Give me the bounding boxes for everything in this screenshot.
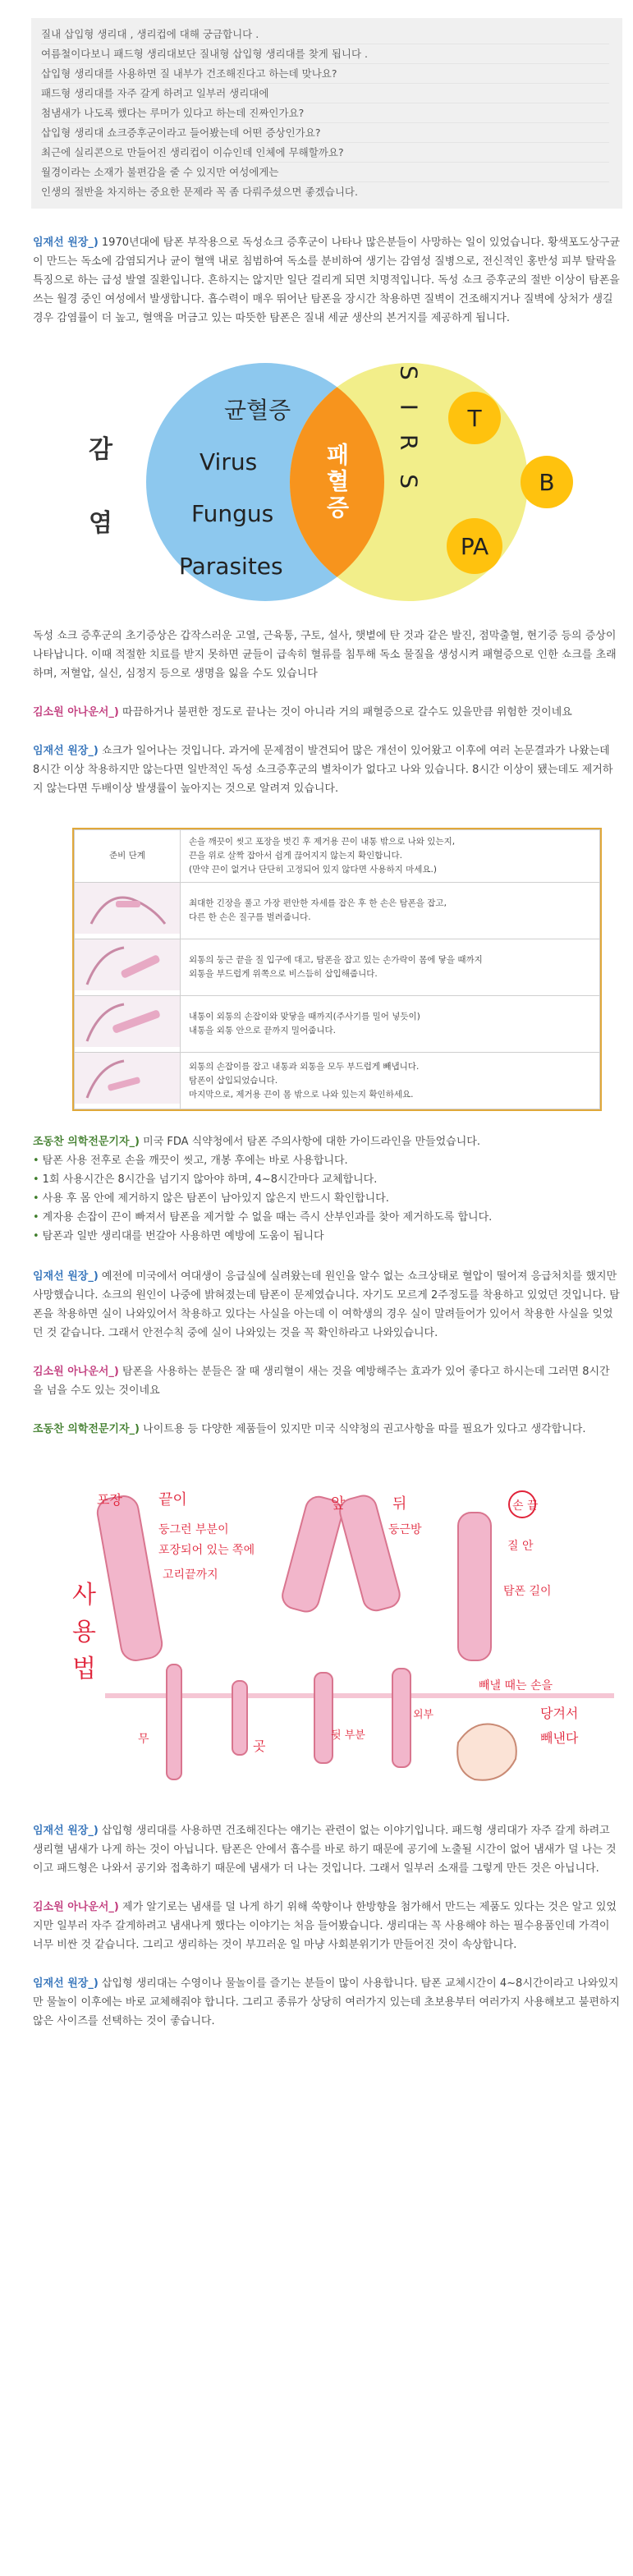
answer-text: 미국 FDA 식약청에서 탐폰 주의사항에 대한 가이드라인을 만들었습니다. [143,1136,480,1148]
question-line: 삽입형 생리대를 사용하면 질 내부가 건조해진다고 하는데 맞나요? [41,64,609,84]
svg-text:고리끝까지: 고리끝까지 [163,1568,218,1582]
symptom-text: 독성 쇼크 증후군의 초기증상은 갑작스러운 고열, 근육통, 구토, 설사, 햇볕에 탄 것과 같은 발진, 점막출혈, 현기증 등의 증상이 나타납니다. 이때 적절한 치료를 받지 못하면 균들이 급속히 혈류를 침투해 독소 물질을 생성시켜 패혈증으로 인한 쇼크를 초래하며, 저혈압, 실신, 심정지 등으로 생명을 잃을 수도 있습니다 [33,630,617,680]
question-line: 질내 삽입형 생리대 , 생리컵에 대해 궁금합니다 . [41,25,609,44]
svg-text:뒷 부분: 뒷 부분 [331,1729,365,1742]
list-item: • 탐폰과 일반 생리대를 번갈아 사용하면 예방에 도움이 됩니다 [33,1230,324,1242]
answer-text: 삽입형 생리대는 수영이나 물놀이를 즐기는 분들이 많이 사용합니다. 탐폰 교체시간이 4~8시간이라고 나와있지만 물놀이 이후에는 바로 교체해줘야 합니다. 그리고 종류가 상당히 여러가지 있는데 초보용부터 여러가지 사용해보고 불편하지 않은 사이즈를 선택하는 것이 좋습니다. [33,1977,621,2027]
svg-text:외부: 외부 [413,1709,434,1721]
answer-paragraph [33,1974,620,2031]
speaker-label: 임재선 원장_) [33,1825,99,1837]
tampon-usage-table [72,828,602,1111]
answer-paragraph [33,1420,620,1439]
question-line: 인생의 절반을 차지하는 중요한 문제라 꼭 좀 다뤄주셨으면 좋겠습니다. [41,186,358,198]
question-line: 최근에 실리콘으로 만들어진 생리컵이 이슈인데 인체에 무해할까요? [41,143,609,163]
infection-label-bottom: 염 [89,509,112,538]
speaker-label: 임재선 원장_) [33,1270,99,1283]
svg-text:빼낼 때는 손을: 빼낼 때는 손을 [479,1679,553,1692]
question-box [31,18,622,209]
bacteremia-title: 균혈증 [224,397,291,424]
answer-paragraph [33,233,620,328]
question-line: 첨냄새가 나도록 했다는 루머가 있다고 하는데 진짜인가요? [41,103,609,123]
prep-step-text: 손을 깨끗이 씻고 포장을 벗긴 후 제거용 끈이 내통 밖으로 나와 있는지, 끈을 위로 살짝 잡아서 쉽게 끊어지지 않는지 확인합니다. (만약 끈이 없거나 단단히 고정되어 있지 않다면 사용하지 마세요.) [181,830,600,883]
step-text: 외통의 손잡이를 잡고 내통과 외통을 모두 부드럽게 빼냅니다. 탐폰이 삽입되었습니다. 마지막으로, 제거용 끈이 몸 밖으로 나와 있는지 확인하세요. [181,1053,600,1109]
sepsis-label: 패혈증 [323,443,351,521]
answer-text: 예전에 미국에서 여대생이 응급실에 실려왔는데 원인을 알수 없는 쇼크상태로 혈압이 떨어져 응급처치를 했지만 사망했습니다. 쇼크의 원인이 나중에 밝혀졌는데 탐폰이 문제였습니다. 자기도 모르게 2주정도를 착용하고 있었던 것입니다. 탐폰을 착용하면 실이 나와있어서 착용하고 있다는 사실을 아는데 이 여학생의 경우 실이 말려들어가 있어서 착용한 사실을 잊었던 것 같습니다. 그래서 안전수칙 중에 실이 나와있는 것을 꼭 확인하라고 나와있습니다. [33,1270,620,1339]
svg-text:둥그런 부분이: 둥그런 부분이 [158,1523,229,1536]
step-text: 최대한 긴장을 풀고 가장 편안한 자세를 잡은 후 한 손은 탐폰을 잡고, 다른 한 손은 질구를 벌려줍니다. [181,883,600,939]
speaker-label: 조동찬 의학전문기자_) [33,1136,140,1148]
list-item: • 계자용 손잡이 끈이 빠져서 탐폰을 제거할 수 없을 때는 즉시 산부인과를 찾아 제거하도록 합니다. [33,1211,493,1224]
svg-text:당겨서: 당겨서 [540,1706,579,1721]
svg-text:뒤: 뒤 [392,1495,407,1513]
svg-text:앞: 앞 [331,1495,346,1513]
question-line: 삽입형 생리대 쇼크증후군이라고 들어봤는데 어떤 증상인가요? [41,123,609,143]
prep-step-label: 준비 단계 [75,830,181,883]
step-illustration [75,939,181,996]
svg-text:용: 용 [72,1618,96,1646]
answer-text: 따끔하거나 불편한 정도로 끝나는 것이 아니라 거의 패혈증으로 갈수도 있을만큼 위험한 것이네요 [122,706,572,719]
step-text: 내통이 외통의 손잡이와 맞닿을 때까지(주사기를 밀어 넣듯이) 내통을 외통 안으로 끝까지 밀어줍니다. [181,996,600,1053]
svg-text:포장: 포장 [97,1492,122,1508]
speaker-label: 임재선 원장_) [33,236,99,249]
sirs-label: S I R S [395,365,423,497]
svg-text:빼낸다: 빼낸다 [540,1730,579,1746]
answer-text: 삽입형 생리대를 사용하면 건조해진다는 얘기는 관련이 없는 이야기입니다. 패드형 생리대가 자주 갈게 하려고 생리혈 냄새가 나게 하는 것이 아닙니다. 탐폰은 안에서 흡수를 바로 하기 때문에 공기에 노출될 시간이 없어 냄새가 덜 나는 것이고 패드형은 나와서 공기와 접촉하기 때문에 냄새가 더 나는 것입니다. 그래서 일부러 소재를 그렇게 만든 것은 아닙니다. [33,1825,617,1875]
answer-text: 제가 알기로는 냄새를 덜 나게 하기 위해 쑥향이나 한방향을 첨가해서 만드는 제품도 있다는 것은 알고 있었지만 일부러 자주 갈게하려고 냄새나게 했다는 이야기는 처음 들어봤습니다. 생리대는 꼭 사용해야 하는 필수용품인데 가격이 너무 비싼 것 같습니다. 그리고 생리하는 것이 부끄러운 일 마냥 사회분위기가 만들어진 것이 속상합니다. [33,1901,617,1951]
answer-text: 탐폰을 사용하는 분들은 잘 때 생리혈이 새는 것을 예방해주는 효과가 있어 좋다고 하시는데 그러면 8시간을 넘을 수도 있는 것이네요 [33,1366,610,1397]
parasites-label: Parasites [179,553,283,580]
step-text: 외통의 둥근 끝을 질 입구에 대고, 탐폰을 잡고 있는 손가락이 몸에 닿을 때까지 외통을 부드럽게 위쪽으로 비스듬히 삽입해줍니다. [181,939,600,996]
tampon-applicator-icon [458,1513,491,1660]
b-label: B [539,469,555,496]
svg-text:무: 무 [138,1733,149,1746]
fungus-label: Fungus [191,500,274,527]
symptom-paragraph [33,627,620,683]
step-illustration [75,883,181,939]
answer-paragraph [33,703,620,722]
answer-paragraph [33,1267,620,1343]
svg-text:끝이: 끝이 [158,1491,187,1508]
svg-text:질 안: 질 안 [507,1540,534,1553]
fda-guideline-list [33,1151,620,1246]
tampon-step-icon [232,1681,247,1755]
svg-text:포장되어 있는 쪽에: 포장되어 있는 쪽에 [158,1544,255,1557]
speaker-label: 김소원 아나운서_) [33,1901,119,1913]
t-label: T [467,405,482,432]
speaker-label: 조동찬 의학전문기자_) [33,1423,140,1435]
answer-paragraph [33,1898,620,1954]
svg-text:손 끝: 손 끝 [512,1499,539,1513]
question-line: 월경이라는 소재가 불편감을 줄 수 있지만 여성에게는 [41,163,609,182]
answer-text: 1970년대에 탐폰 부작용으로 독성쇼크 증후군이 나타나 많은분들이 사망하는 일이 있었습니다. 황색포도상구균이 만드는 독소에 감염되거나 균이 혈액 내로 침범하여 독소를 분비하여 생기는 감염성 질병으로, 전신적인 홍반성 피부 탈락을 특징으로 하는 급성 발열 질환입니다. 흔하지는 않지만 일단 걸리게 되면 치명적입니다. 독성 쇼크 증후군의 절반 이상이 탐폰을 쓰는 월경 중인 여성에서 발생합니다. 흡수력이 매우 뛰어난 탐폰을 장시간 착용하면 질벽이 건조해지거나 질벽에 상처가 생길 경우 감염률이 더 높고, 혈액을 머금고 있는 따뜻한 탐폰은 질내 세균 생산의 본거지를 제공하게 됩니다. [33,236,620,324]
tampon-step-icon [167,1665,181,1779]
answer-text: 쇼크가 일어나는 것입니다. 과거에 문제점이 발견되어 많은 개선이 있어왔고 이후에 여러 논문결과가 나왔는데 8시간 이상 착용하지만 않는다면 일반적인 독성 쇼크증후군의 별차이가 없다고 나와 있습니다. 8시간 이상이 됐는데도 제거하지 않는다면 두배이상 발생률이 높아지는 것으로 알려져 있습니다. [33,745,613,795]
speaker-label: 김소원 아나운서_) [33,706,119,719]
answer-paragraph [33,1362,620,1400]
article-page [0,18,633,2064]
virus-label: Virus [200,448,258,475]
svg-text:탐폰 길이: 탐폰 길이 [503,1585,552,1598]
svg-text:둥근방: 둥근방 [388,1523,422,1536]
question-line: 여름철이다보니 패드형 생리대보단 질내형 삽입형 생리대를 찾게 됩니다 . [41,44,609,64]
pa-label: PA [460,533,489,560]
answer-paragraph [33,1821,620,1878]
infection-label-top: 감 [89,435,112,464]
svg-text:곳: 곳 [253,1738,266,1754]
svg-text:법: 법 [72,1655,96,1683]
speaker-label: 김소원 아나운서_) [33,1366,119,1378]
list-item: • 탐폰 사용 전후로 손을 깨끗이 씻고, 개봉 후에는 바로 사용합니다. [33,1155,348,1167]
tampon-usage-illustration [48,1472,622,1800]
answer-text: 나이트용 등 다양한 제품들이 있지만 미국 식약청의 권고사항을 따를 필요가 있다고 생각합니다. [143,1423,586,1435]
step-illustration [75,996,181,1053]
list-item: • 사용 후 몸 안에 제거하지 않은 탐폰이 남아있지 않은지 반드시 확인합니다. [33,1192,389,1205]
speaker-label: 임재선 원장_) [33,1977,99,1990]
step-illustration [75,1053,181,1109]
speaker-label: 임재선 원장_) [33,745,99,757]
answer-paragraph [33,742,620,798]
illustration-title: 사 [72,1581,96,1609]
sepsis-venn-diagram [72,359,598,605]
tampon-step-icon [314,1673,333,1763]
question-line: 패드형 생리대를 자주 갈게 하려고 일부러 생리대에 [41,84,609,103]
answer-paragraph [33,1132,620,1151]
tampon-step-icon [392,1669,411,1767]
list-item: • 1회 사용시간은 8시간을 넘기지 않아야 하며, 4~8시간마다 교체합니다. [33,1173,378,1186]
